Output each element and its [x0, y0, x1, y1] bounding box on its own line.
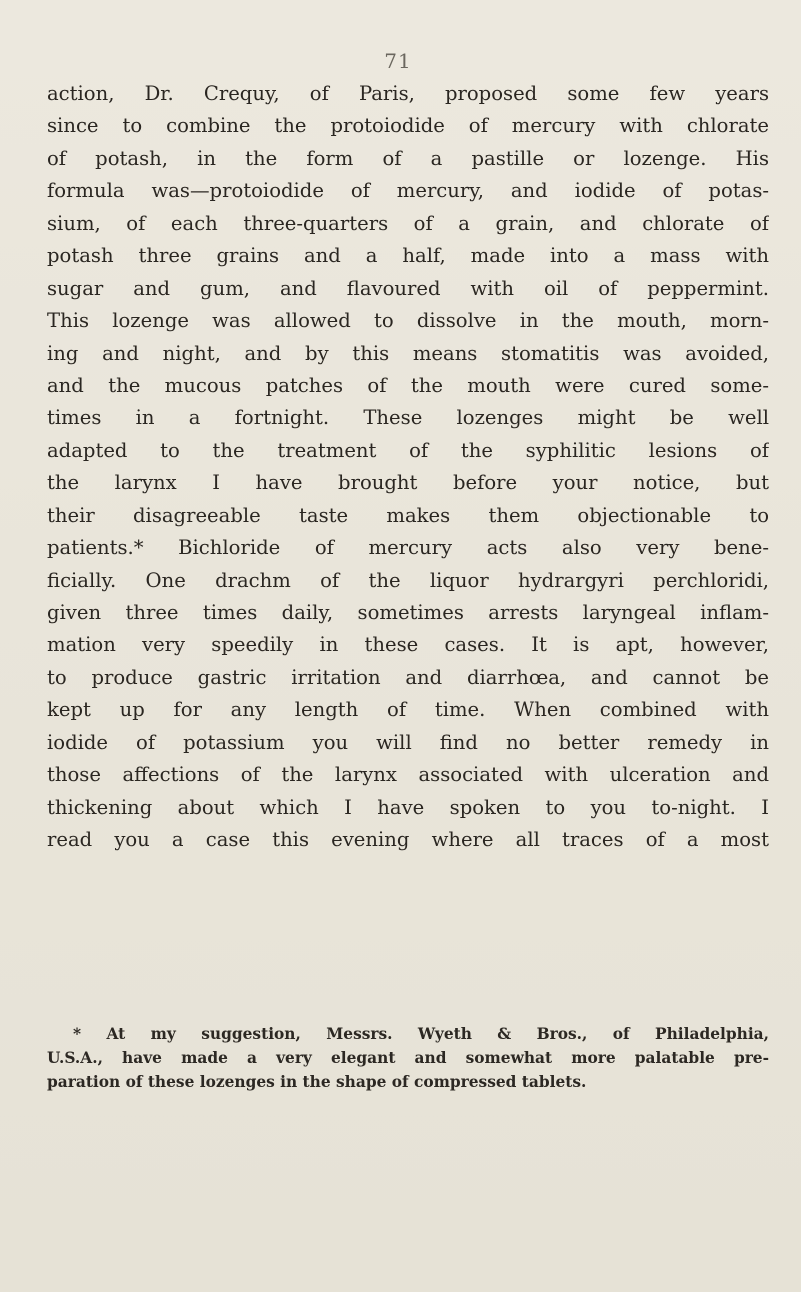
footnote: [47, 1022, 769, 1094]
text-line: to produce gastric irritation and diarrhœa, and cannot be: [47, 665, 769, 689]
text-line: sium, of each three-quarters of a grain, and chlorate of: [47, 211, 769, 235]
text-line: iodide of potassium you will find no better remedy in: [47, 730, 769, 754]
footnote-line: paration of these lozenges in the shape of compressed tablets.: [47, 1073, 587, 1091]
text-line: and the mucous patches of the mouth were cured some-: [47, 373, 769, 397]
text-line: mation very speedily in these cases. It is apt, however,: [47, 633, 769, 657]
text-line: their disagreeable taste makes them objectionable to: [47, 503, 769, 527]
text-line: since to combine the protoiodide of mercury with chlorate: [47, 114, 769, 138]
text-line: potash three grains and a half, made into a mass with: [47, 244, 769, 268]
text-line: patients.* Bichloride of mercury acts also very bene-: [47, 536, 769, 560]
text-line: adapted to the treatment of the syphilitic lesions of: [47, 438, 769, 462]
text-line: ing and night, and by this means stomatitis was avoided,: [47, 341, 769, 365]
text-line: sugar and gum, and flavoured with oil of peppermint.: [47, 276, 769, 300]
text-line: those affections of the larynx associated with ulceration and: [47, 763, 769, 787]
text-line: kept up for any length of time. When combined with: [47, 698, 769, 722]
footnote-line: U.S.A., have made a very elegant and somewhat more palatable pre-: [47, 1049, 769, 1067]
text-line: of potash, in the form of a pastille or lozenge. His: [47, 146, 769, 170]
text-line: the larynx I have brought before your notice, but: [47, 471, 769, 495]
page-number: 71: [384, 49, 412, 73]
text-line: formula was—protoiodide of mercury, and iodide of potas-: [47, 179, 769, 203]
text-line: This lozenge was allowed to dissolve in the mouth, morn-: [47, 309, 769, 333]
text-line: ficially. One drachm of the liquor hydrargyri perchloridi,: [47, 568, 769, 592]
main-text: [47, 78, 769, 857]
footnote-line: * At my suggestion, Messrs. Wyeth & Bros., of Philadelphia,: [73, 1025, 769, 1043]
text-line: thickening about which I have spoken to you to-night. I: [47, 795, 769, 819]
text-line: action, Dr. Crequy, of Paris, proposed some few years: [47, 82, 769, 105]
text-line: given three times daily, sometimes arrests laryngeal inflam-: [47, 601, 769, 624]
text-line: read you a case this evening where all traces of a most: [47, 828, 769, 852]
text-line: times in a fortnight. These lozenges might be well: [47, 406, 769, 430]
